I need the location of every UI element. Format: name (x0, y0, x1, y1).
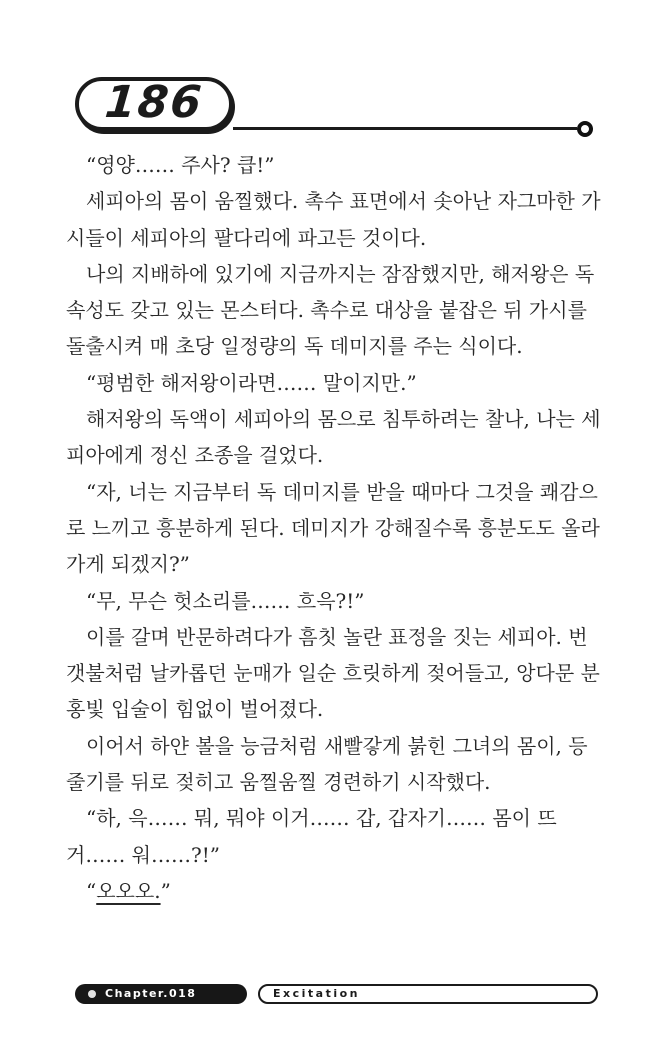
chapter-label: Chapter.018 (105, 987, 197, 1000)
paragraph: 나의 지배하에 있기에 지금까지는 잠잠했지만, 해저왕은 독 속성도 갖고 있는 몬스터다. 촉수로 대상을 붙잡은 뒤 가시를 돌출시켜 매 초당 일정량의 독 데미지를 주는 식이다. (66, 261, 595, 359)
page-number-badge (75, 77, 233, 131)
page-number: 186 (103, 76, 206, 128)
footer-chapter-pill (75, 984, 247, 1004)
footer-title-pill (258, 984, 598, 1004)
chapter-title-label: Excitation (273, 987, 360, 1000)
paragraph: “평범한 해저왕이라면…… 말이지만.” (86, 370, 417, 395)
paragraph: “영양…… 주사? 큽!” (86, 153, 275, 177)
paragraph: “하, 윽…… 뭐, 뭐야 이거…… 갑, 갑자기…… 몸이 뜨거…… 워……?!” (66, 806, 557, 867)
paragraph: “무, 무슨 헛소리를…… 흐윽?!” (86, 588, 365, 613)
quote-close: ” (160, 878, 171, 903)
header-rule (233, 127, 577, 130)
quote-open: “ (86, 878, 97, 903)
rule-end-ring-icon (577, 121, 593, 137)
underlined-text: 오오오. (96, 878, 161, 903)
paragraph: 세피아의 몸이 움찔했다. 촉수 표면에서 솟아난 자그마한 가시들이 세피아의 팔다리에 파고든 것이다. (66, 189, 601, 250)
body-text (66, 147, 606, 909)
chapter-dot-icon (88, 990, 96, 998)
paragraph: 해저왕의 독액이 세피아의 몸으로 침투하려는 찰나, 나는 세피아에게 정신 조종을 걸었다. (66, 407, 601, 468)
paragraph: 이를 갈며 반문하려다가 흠칫 놀란 표정을 짓는 세피아. 번갯불처럼 날카롭던 눈매가 일순 흐릿하게 젖어들고, 앙다문 분홍빛 입술이 힘없이 벌어졌다. (66, 624, 600, 722)
paragraph: 이어서 하얀 볼을 능금처럼 새빨갛게 붉힌 그녀의 몸이, 등줄기를 뒤로 젖히고 움찔움찔 경련하기 시작했다. (66, 733, 588, 795)
paragraph (66, 873, 606, 909)
paragraph: “자, 너는 지금부터 독 데미지를 받을 때마다 그것을 쾌감으로 느끼고 흥분하게 된다. 데미지가 강해질수록 흥분도도 올라가게 되겠지?” (66, 479, 600, 577)
